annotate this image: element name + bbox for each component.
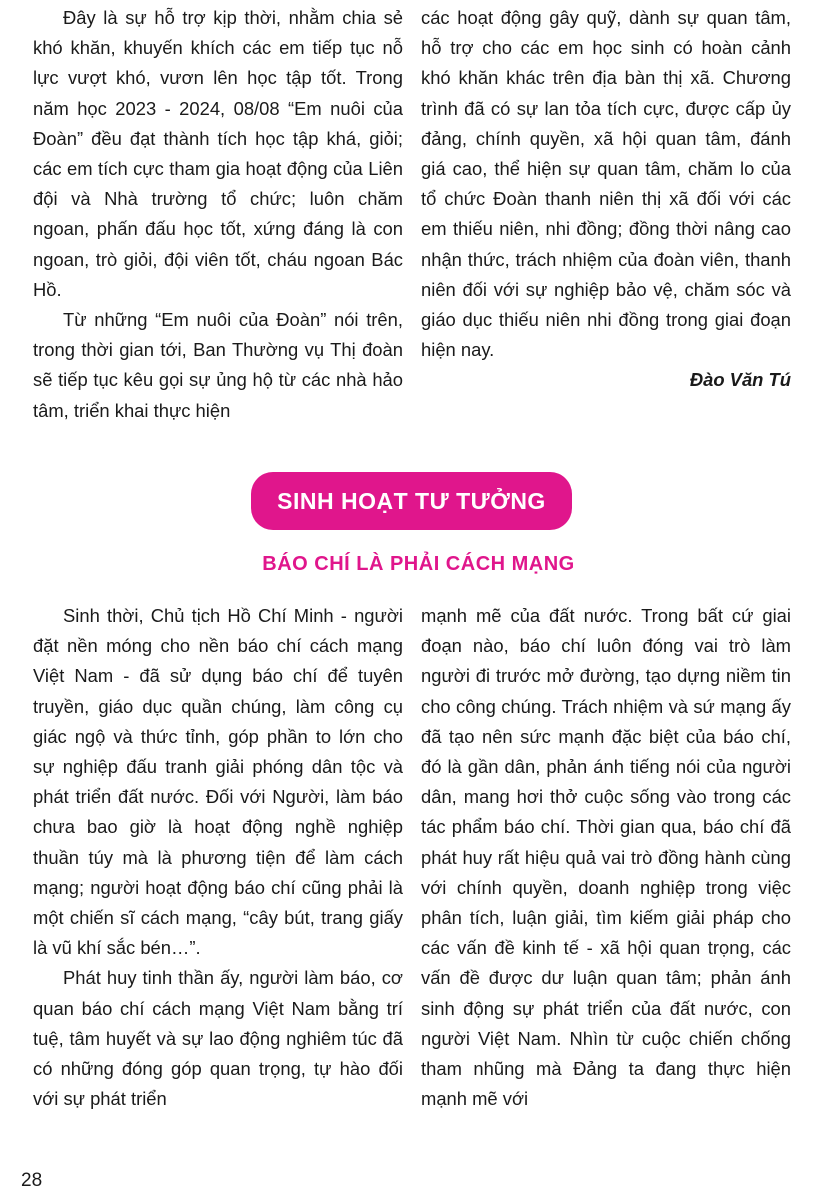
body-paragraph: Từ những “Em nuôi của Đoàn” nói trên, trong thời gian tới, Ban Thường vụ Thị đoàn sẽ tiếp tục kêu gọi sự ủng hộ từ các nhà hảo tâm, triển khai thực hiện: [33, 309, 403, 421]
author-signature: Đào Văn Tú: [689, 369, 791, 391]
article-title: BÁO CHÍ LÀ PHẢI CÁCH MẠNG: [262, 553, 575, 575]
page-number: 28: [21, 1170, 43, 1191]
top-left-column: [33, 3, 403, 426]
body-paragraph: Phát huy tinh thần ấy, người làm báo, cơ quan báo chí cách mạng Việt Nam bằng trí tuệ, tâm huyết và sự lao động nghiêm túc đã có những đóng góp quan trọng, tự hào đối với sự phát triển: [33, 967, 403, 1110]
top-right-column: [421, 3, 791, 396]
bottom-left-column: [33, 601, 403, 1114]
body-paragraph: Đây là sự hỗ trợ kịp thời, nhằm chia sẻ khó khăn, khuyến khích các em tiếp tục nỗ lực vượt khó, vươn lên học tập tốt. Trong năm học 2023 - 2024, 08/08 “Em nuôi của Đoàn” đều đạt thành tích học tập khá, giỏi; các em tích cực tham gia hoạt động của Liên đội và Nhà trường tổ chức; luôn chăm ngoan, phấn đấu học tốt, xứng đáng là con ngoan, trò giỏi, đội viên tốt, cháu ngoan Bác Hồ.: [33, 7, 403, 300]
body-paragraph-continued: mạnh mẽ của đất nước. Trong bất cứ giai đoạn nào, báo chí luôn đóng vai trò làm người đi trước mở đường, tạo dựng niềm tin cho công chúng. Trách nhiệm và sứ mạng ấy đã tạo nên sức mạnh đặc biệt của báo chí, đó là gần dân, phản ánh tiếng nói của người dân, mang hơi thở cuộc sống vào trong các tác phẩm báo chí. Thời gian qua, báo chí đã phát huy rất hiệu quả vai trò đồng hành cùng với chính quyền, doanh nghiệp trong việc phân tích, luận giải, tìm kiếm giải pháp cho các vấn đề kinh tế - xã hội quan trọng, các vấn đề được dư luận quan tâm; phản ánh sinh động sự phát triển của đất nước, con người Việt Nam. Nhìn từ cuộc chiến chống tham nhũng mà Đảng ta đang thực hiện mạnh mẽ với: [421, 605, 791, 1110]
body-paragraph-continued: các hoạt động gây quỹ, dành sự quan tâm, hỗ trợ cho các em học sinh có hoàn cảnh khó khăn khác trên địa bàn thị xã. Chương trình đã có sự lan tỏa tích cực, được cấp ủy đảng, chính quyền, xã hội quan tâm, đánh giá cao, thể hiện sự quan tâm, chăm lo của tổ chức Đoàn thanh niên thị xã đối với các em thiếu niên, nhi đồng; đồng thời nâng cao nhận thức, trách nhiệm của đoàn viên, thanh niên đối với sự nghiệp bảo vệ, chăm sóc và giáo dục thiếu niên nhi đồng trong giai đoạn hiện nay.: [421, 7, 791, 361]
body-paragraph: Sinh thời, Chủ tịch Hồ Chí Minh - người đặt nền móng cho nền báo chí cách mạng Việt Nam - đã sử dụng báo chí để tuyên truyền, giáo dục quần chúng, làm công cụ giác ngộ và thức tỉnh, góp phần to lớn cho sự nghiệp đấu tranh giải phóng dân tộc và phát triển đất nước. Đối với Người, làm báo chưa bao giờ là hoạt động nghề nghiệp thuần túy mà là phương tiện để làm cách mạng; người hoạt động báo chí cũng phải là một chiến sĩ cách mạng, “cây bút, trang giấy là vũ khí sắc bén…”.: [33, 605, 403, 959]
section-banner: SINH HOẠT TƯ TƯỞNG: [251, 472, 572, 530]
bottom-right-column: [421, 601, 791, 1114]
